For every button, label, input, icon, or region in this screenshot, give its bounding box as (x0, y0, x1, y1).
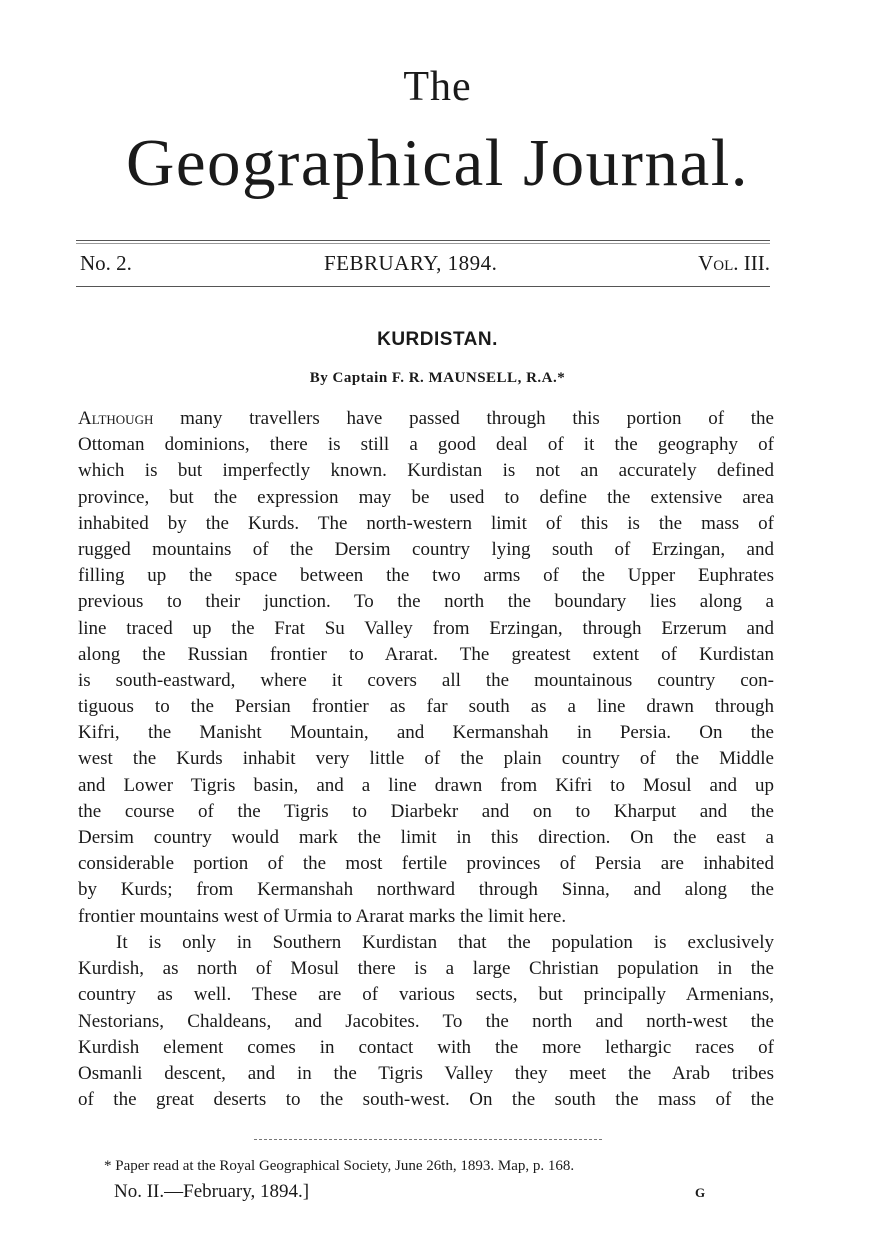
text-line: tiguous to the Persian frontier as far south as a line drawn through (78, 696, 774, 718)
text-line: and Lower Tigris basin, and a line drawn from Kifri to Mosul and up (78, 774, 774, 796)
masthead-the: The (403, 64, 472, 110)
masthead-title: Geographical Journal. (125, 126, 750, 200)
text-line: Kurdish, as north of Mosul there is a large Christian population in the (78, 958, 774, 980)
footnote-divider (254, 1139, 602, 1140)
article-byline: By Captain F. R. MAUNSELL, R.A.* (309, 370, 566, 386)
footnote: * Paper read at the Royal Geographical Society, June 26th, 1893. Map, p. 168. (104, 1158, 575, 1174)
issue-volume: Vol. III. (698, 251, 770, 275)
text-line: previous to their junction. To the north the boundary lies along a (78, 591, 774, 613)
line-text: many travellers have passed through this portion of the (153, 408, 774, 429)
text-line: It is only in Southern Kurdistan that the population is exclusively (116, 932, 774, 953)
sheet-mark: No. II.—February, 1894.] (114, 1181, 310, 1202)
signature-mark: G (695, 1185, 706, 1200)
text-line: line traced up the Frat Su Valley from Erzingan, through Erzerum and (78, 617, 774, 639)
text-line: west the Kurds inhabit very little of the plain country of the Middle (78, 748, 774, 770)
text-line: rugged mountains of the Dersim country lying south of Erzingan, and (78, 538, 774, 560)
text-line: Dersim country would mark the limit in this direction. On the east a (78, 827, 774, 848)
masthead-rule-top (76, 240, 770, 241)
text-line: Osmanli descent, and in the Tigris Valley they meet the Arab tribes (78, 1062, 774, 1084)
text-line (78, 406, 774, 432)
text-line: Ottoman dominions, there is still a good deal of it the geography of (78, 434, 774, 456)
text-line: frontier mountains west of Urmia to Ararat marks the limit here. (78, 905, 567, 927)
paragraph-2 (78, 930, 774, 1113)
text-line: province, but the expression may be used to define the extensive area (78, 486, 774, 508)
text-line: country as well. These are of various sects, but principally Armenians, (78, 984, 774, 1006)
masthead-rule-top-inner (76, 243, 770, 244)
text-line: which is but imperfectly known. Kurdistan is not an accurately defined (78, 460, 774, 482)
masthead-rule-bottom (76, 286, 770, 287)
text-line: Kifri, the Manisht Mountain, and Kermanshah in Persia. On the (78, 722, 774, 744)
drop-word: Although (78, 408, 154, 429)
text-line: filling up the space between the two arms of the Upper Euphrates (78, 565, 774, 587)
text-line: by Kurds; from Kermanshah northward through Sinna, and along the (78, 879, 774, 901)
text-line: Nestorians, Chaldeans, and Jacobites. To the north and north-west the (78, 1010, 774, 1032)
text-line: Kurdish element comes in contact with the more lethargic races of (78, 1036, 774, 1058)
text-line: along the Russian frontier to Ararat. The greatest extent of Kurdistan (78, 643, 774, 665)
text-line: is south-eastward, where it covers all the mountainous country con- (78, 669, 774, 691)
issue-date: FEBRUARY, 1894. (324, 251, 498, 275)
article-title: KURDISTAN. (377, 329, 498, 350)
issue-info-row (80, 251, 770, 279)
paragraph-1 (78, 406, 774, 930)
text-line: inhabited by the Kurds. The north-western limit of this is the mass of (78, 512, 774, 534)
text-line: considerable portion of the most fertile provinces of Persia are inhabited (78, 853, 774, 875)
text-line: of the great deserts to the south-west. On the south the mass of the (78, 1089, 774, 1111)
text-line: the course of the Tigris to Diarbekr and on to Kharput and the (78, 800, 774, 822)
issue-number: No. 2. (80, 251, 132, 275)
